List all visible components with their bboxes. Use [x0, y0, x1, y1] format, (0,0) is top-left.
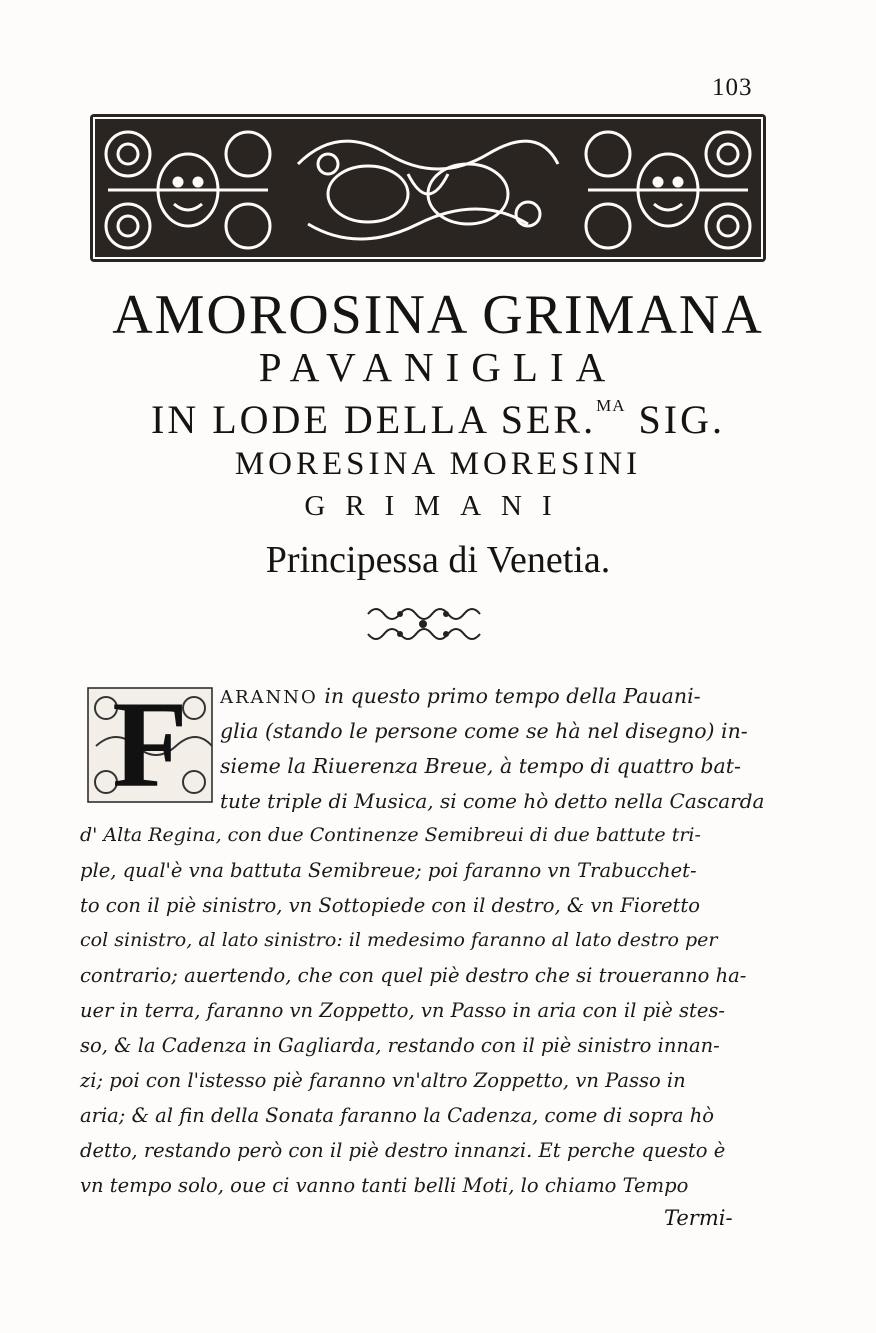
text-line-3: sieme la Riuerenza Breue, à tempo di quattro bat- [220, 754, 741, 778]
text-line-14: detto, restando però con il piè destro innanzi. Et perche questo è [80, 1139, 726, 1162]
text-line-6: ple, qual'è vna battuta Semibreue; poi faranno vn Trabucchet- [80, 859, 697, 882]
title-line-3 [60, 396, 816, 443]
page-number: 103 [712, 74, 753, 101]
text-line-1-rest: in questo primo tempo della Pauani- [317, 684, 701, 708]
drop-cap-letter: F [112, 676, 188, 813]
decorated-initial-f [86, 676, 214, 813]
text-line-13: aria; & al fin della Sonata faranno la Cadenza, come di sopra hò [80, 1104, 715, 1127]
subtitle-principessa: Principessa di Venetia. [265, 539, 611, 581]
title-line-3-end: SIG. [625, 397, 725, 442]
text-line-2: glia (stando le persone come se hà nel disegno) in- [220, 719, 748, 743]
text-line-9: contrario; auertendo, che con quel piè destro che si troueranno ha- [80, 964, 747, 987]
text-line-7: to con il piè sinistro, vn Sottopiede con il destro, & vn Fioretto [80, 894, 700, 917]
title-line-3-main: IN LODE DELLA SER. [151, 397, 597, 442]
first-word: ARANNO [220, 687, 318, 708]
text-line-15: vn tempo solo, oue ci vanno tanti belli Moti, lo chiamo Tempo [80, 1174, 689, 1197]
title-line-1: AMOROSINA GRIMANA [112, 284, 764, 346]
woodcut-ornament-headpiece [88, 104, 768, 268]
title-line-5: GRIMANI [304, 490, 572, 522]
text-line-10: uer in terra, faranno vn Zoppetto, vn Passo in aria con il piè stes- [80, 999, 726, 1022]
text-line-4: tute triple di Musica, si come hò detto nella Cascarda [220, 789, 765, 813]
text-line-12: zi; poi con l'istesso piè faranno vn'altro Zoppetto, vn Passo in [80, 1069, 686, 1092]
text-line-5: d' Alta Regina, con due Continenze Semibreui di due battute tri- [80, 824, 701, 846]
text-line-11: so, & la Cadenza in Gagliarda, restando con il piè sinistro innan- [80, 1034, 720, 1057]
text-line-1 [220, 684, 701, 708]
fleuron-ornament [364, 602, 482, 646]
title-line-3-superscript: MA [596, 396, 626, 415]
catchword: Termi- [664, 1206, 733, 1230]
text-line-8: col sinistro, al lato sinistro: il medesimo faranno al lato destro per [80, 929, 718, 951]
title-line-2: PAVANIGLIA [258, 344, 618, 390]
title-line-4: MORESINA MORESINI [234, 446, 642, 482]
